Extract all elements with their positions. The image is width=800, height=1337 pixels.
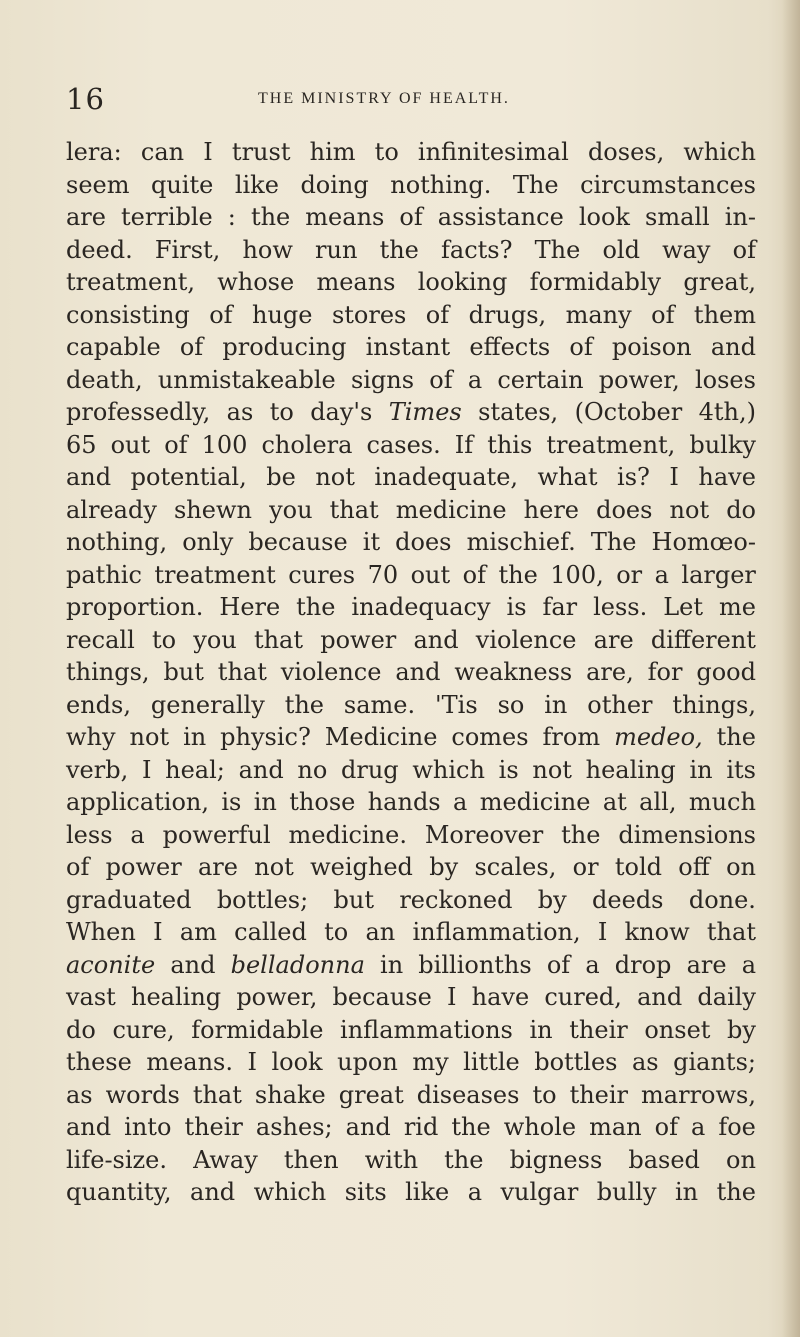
text-line: deed. First, how run the facts? The old way of [66,235,756,264]
text-line: do cure, formidable inflammations in their onset by [66,1015,756,1044]
running-head [0,82,800,122]
text-line: consisting of huge stores of drugs, many of them [66,300,756,329]
text-line: already shewn you that medicine here does not do [66,495,756,524]
text-line: and potential, be not inadequate, what is? I have [66,463,756,491]
text-line: treatment, whose means looking formidably great, [66,268,756,296]
text-line: application, is in those hands a medicine at all, much [66,788,756,816]
text-line: quantity, and which sits like a vulgar bully in the [66,1178,756,1206]
text-line: things, but that violence and weakness are, for good [66,658,756,686]
text-line: proportion. Here the inadequacy is far less. Let me [66,593,756,621]
text-line: and into their ashes; and rid the whole man of a foe [66,1113,756,1141]
text-line: recall to you that power and violence are different [66,625,756,654]
text-line: less a powerful medicine. Moreover the dimensions [66,820,756,849]
text-line: graduated bottles; but reckoned by deeds done. [66,885,756,914]
text-line: capable of producing instant effects of poison and [66,333,756,361]
text-line: aconite and belladonna in billionths of a drop are a [66,950,756,979]
text-line: are terrible : the means of assistance look small in- [66,203,757,231]
text-line: death, unmistakeable signs of a certain power, loses [66,365,756,394]
text-line: these means. I look upon my little bottles as giants; [66,1048,756,1076]
text-line: When I am called to an inflammation, I know that [66,918,756,946]
text-line: 65 out of 100 cholera cases. If this treatment, bulky [66,430,756,459]
text-line: lera: can I trust him to infinitesimal doses, which [66,138,756,166]
text-line: as words that shake great diseases to their marrows, [66,1080,756,1109]
page-edge-shadow [782,0,800,1337]
running-title: THE MINISTRY OF HEALTH. [258,90,510,107]
text-line: professedly, as to day's Times states, (October 4th,) [66,398,756,426]
text-line: vast healing power, because I have cured, and daily [66,983,756,1011]
text-line: ends, generally the same. 'Tis so in other things, [66,690,756,719]
page-number: 16 [66,82,105,116]
text-line: verb, I heal; and no drug which is not healing in its [66,755,756,784]
text-line: nothing, only because it does mischief. The Homœo- [66,528,756,556]
text-line: life-size. Away then with the bigness based on [66,1145,756,1174]
text-line: why not in physic? Medicine comes from medeo, the [66,723,756,751]
text-line: pathic treatment cures 70 out of the 100, or a larger [66,560,756,589]
text-line: seem quite like doing nothing. The circumstances [66,170,756,199]
body-text [66,136,756,1209]
text-line: of power are not weighed by scales, or told off on [66,853,756,881]
